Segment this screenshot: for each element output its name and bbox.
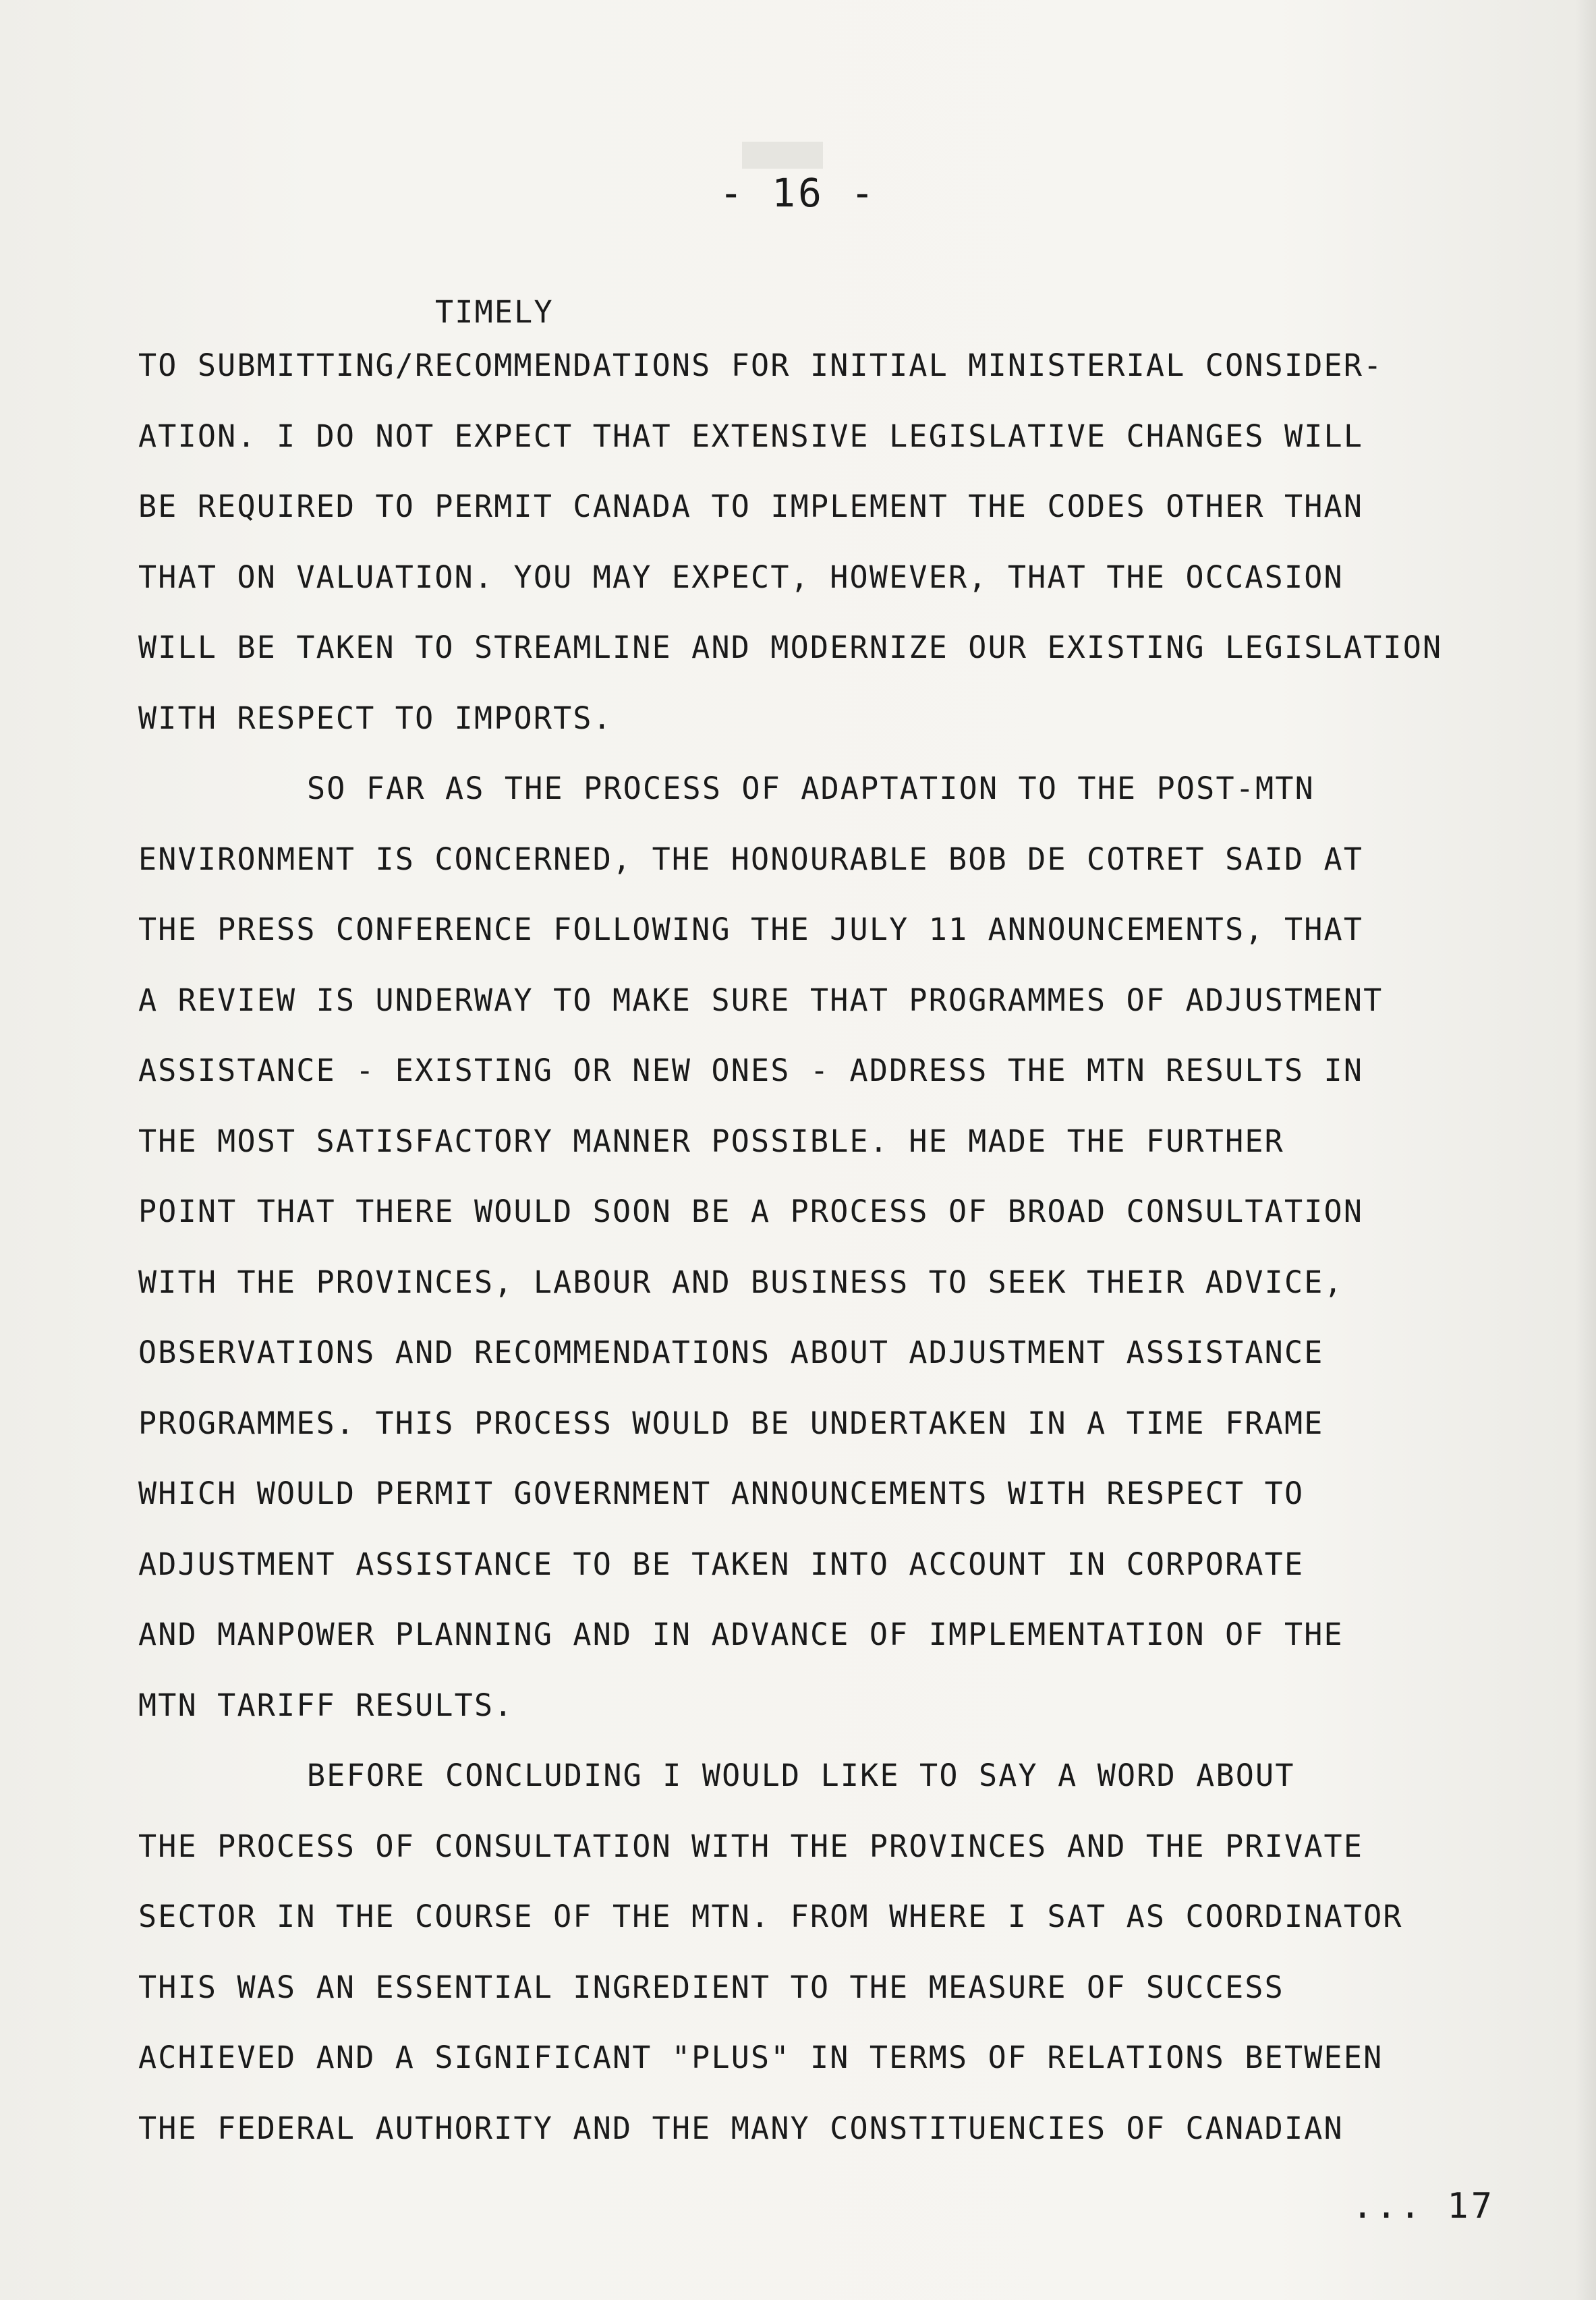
text-line: WHICH WOULD PERMIT GOVERNMENT ANNOUNCEMENTS WITH RESPECT TO xyxy=(138,1476,1305,1511)
text-line: BE REQUIRED TO PERMIT CANADA TO IMPLEMENT THE CODES OTHER THAN xyxy=(138,488,1364,524)
continuation-marker: ... 17 xyxy=(1352,2186,1495,2226)
body-text xyxy=(138,331,1528,2164)
handwritten-insertion: TIMELY xyxy=(435,294,554,330)
text-line: ADJUSTMENT ASSISTANCE TO BE TAKEN INTO ACCOUNT IN CORPORATE xyxy=(138,1546,1305,1582)
text-line: ENVIRONMENT IS CONCERNED, THE HONOURABLE BOB DE COTRET SAID AT xyxy=(138,841,1364,877)
text-line: ASSISTANCE - EXISTING OR NEW ONES - ADDRESS THE MTN RESULTS IN xyxy=(138,1053,1364,1088)
text-line: THE MOST SATISFACTORY MANNER POSSIBLE. HE MADE THE FURTHER xyxy=(138,1123,1284,1159)
text-line: SECTOR IN THE COURSE OF THE MTN. FROM WHERE I SAT AS COORDINATOR xyxy=(138,1899,1403,1934)
text-line: THIS WAS AN ESSENTIAL INGREDIENT TO THE MEASURE OF SUCCESS xyxy=(138,1969,1284,2005)
text-line: SO FAR AS THE PROCESS OF ADAPTATION TO THE POST-MTN xyxy=(307,770,1315,806)
text-line: AND MANPOWER PLANNING AND IN ADVANCE OF IMPLEMENTATION OF THE xyxy=(138,1617,1344,1652)
text-line: THAT ON VALUATION. YOU MAY EXPECT, HOWEVER, THAT THE OCCASION xyxy=(138,559,1344,595)
text-line: OBSERVATIONS AND RECOMMENDATIONS ABOUT ADJUSTMENT ASSISTANCE xyxy=(138,1335,1324,1370)
page-edge-shadow xyxy=(1576,0,1596,2300)
text-line: ATION. I DO NOT EXPECT THAT EXTENSIVE LEGISLATIVE CHANGES WILL xyxy=(138,418,1364,454)
text-line: POINT THAT THERE WOULD SOON BE A PROCESS OF BROAD CONSULTATION xyxy=(138,1194,1364,1229)
text-line: WITH RESPECT TO IMPORTS. xyxy=(138,700,613,736)
text-line: BEFORE CONCLUDING I WOULD LIKE TO SAY A WORD ABOUT xyxy=(307,1758,1295,1793)
text-line: A REVIEW IS UNDERWAY TO MAKE SURE THAT PROGRAMMES OF ADJUSTMENT xyxy=(138,982,1384,1018)
text-line: WILL BE TAKEN TO STREAMLINE AND MODERNIZE OUR EXISTING LEGISLATION xyxy=(138,629,1443,665)
text-line: MTN TARIFF RESULTS. xyxy=(138,1687,514,1723)
text-line: PROGRAMMES. THIS PROCESS WOULD BE UNDERTAKEN IN A TIME FRAME xyxy=(138,1405,1324,1441)
text-line: THE FEDERAL AUTHORITY AND THE MANY CONSTITUENCIES OF CANADIAN xyxy=(138,2110,1344,2146)
text-line: ACHIEVED AND A SIGNIFICANT "PLUS" IN TERMS OF RELATIONS BETWEEN xyxy=(138,2040,1384,2075)
page-number: - 16 - xyxy=(719,170,877,216)
text-line: WITH THE PROVINCES, LABOUR AND BUSINESS TO SEEK THEIR ADVICE, xyxy=(138,1264,1344,1300)
text-line: THE PROCESS OF CONSULTATION WITH THE PROVINCES AND THE PRIVATE xyxy=(138,1828,1364,1864)
text-line: TO SUBMITTING/RECOMMENDATIONS FOR INITIAL MINISTERIAL CONSIDER- xyxy=(138,347,1384,383)
text-line: THE PRESS CONFERENCE FOLLOWING THE JULY 11 ANNOUNCEMENTS, THAT xyxy=(138,911,1364,947)
bleed-through-shade xyxy=(742,142,823,169)
